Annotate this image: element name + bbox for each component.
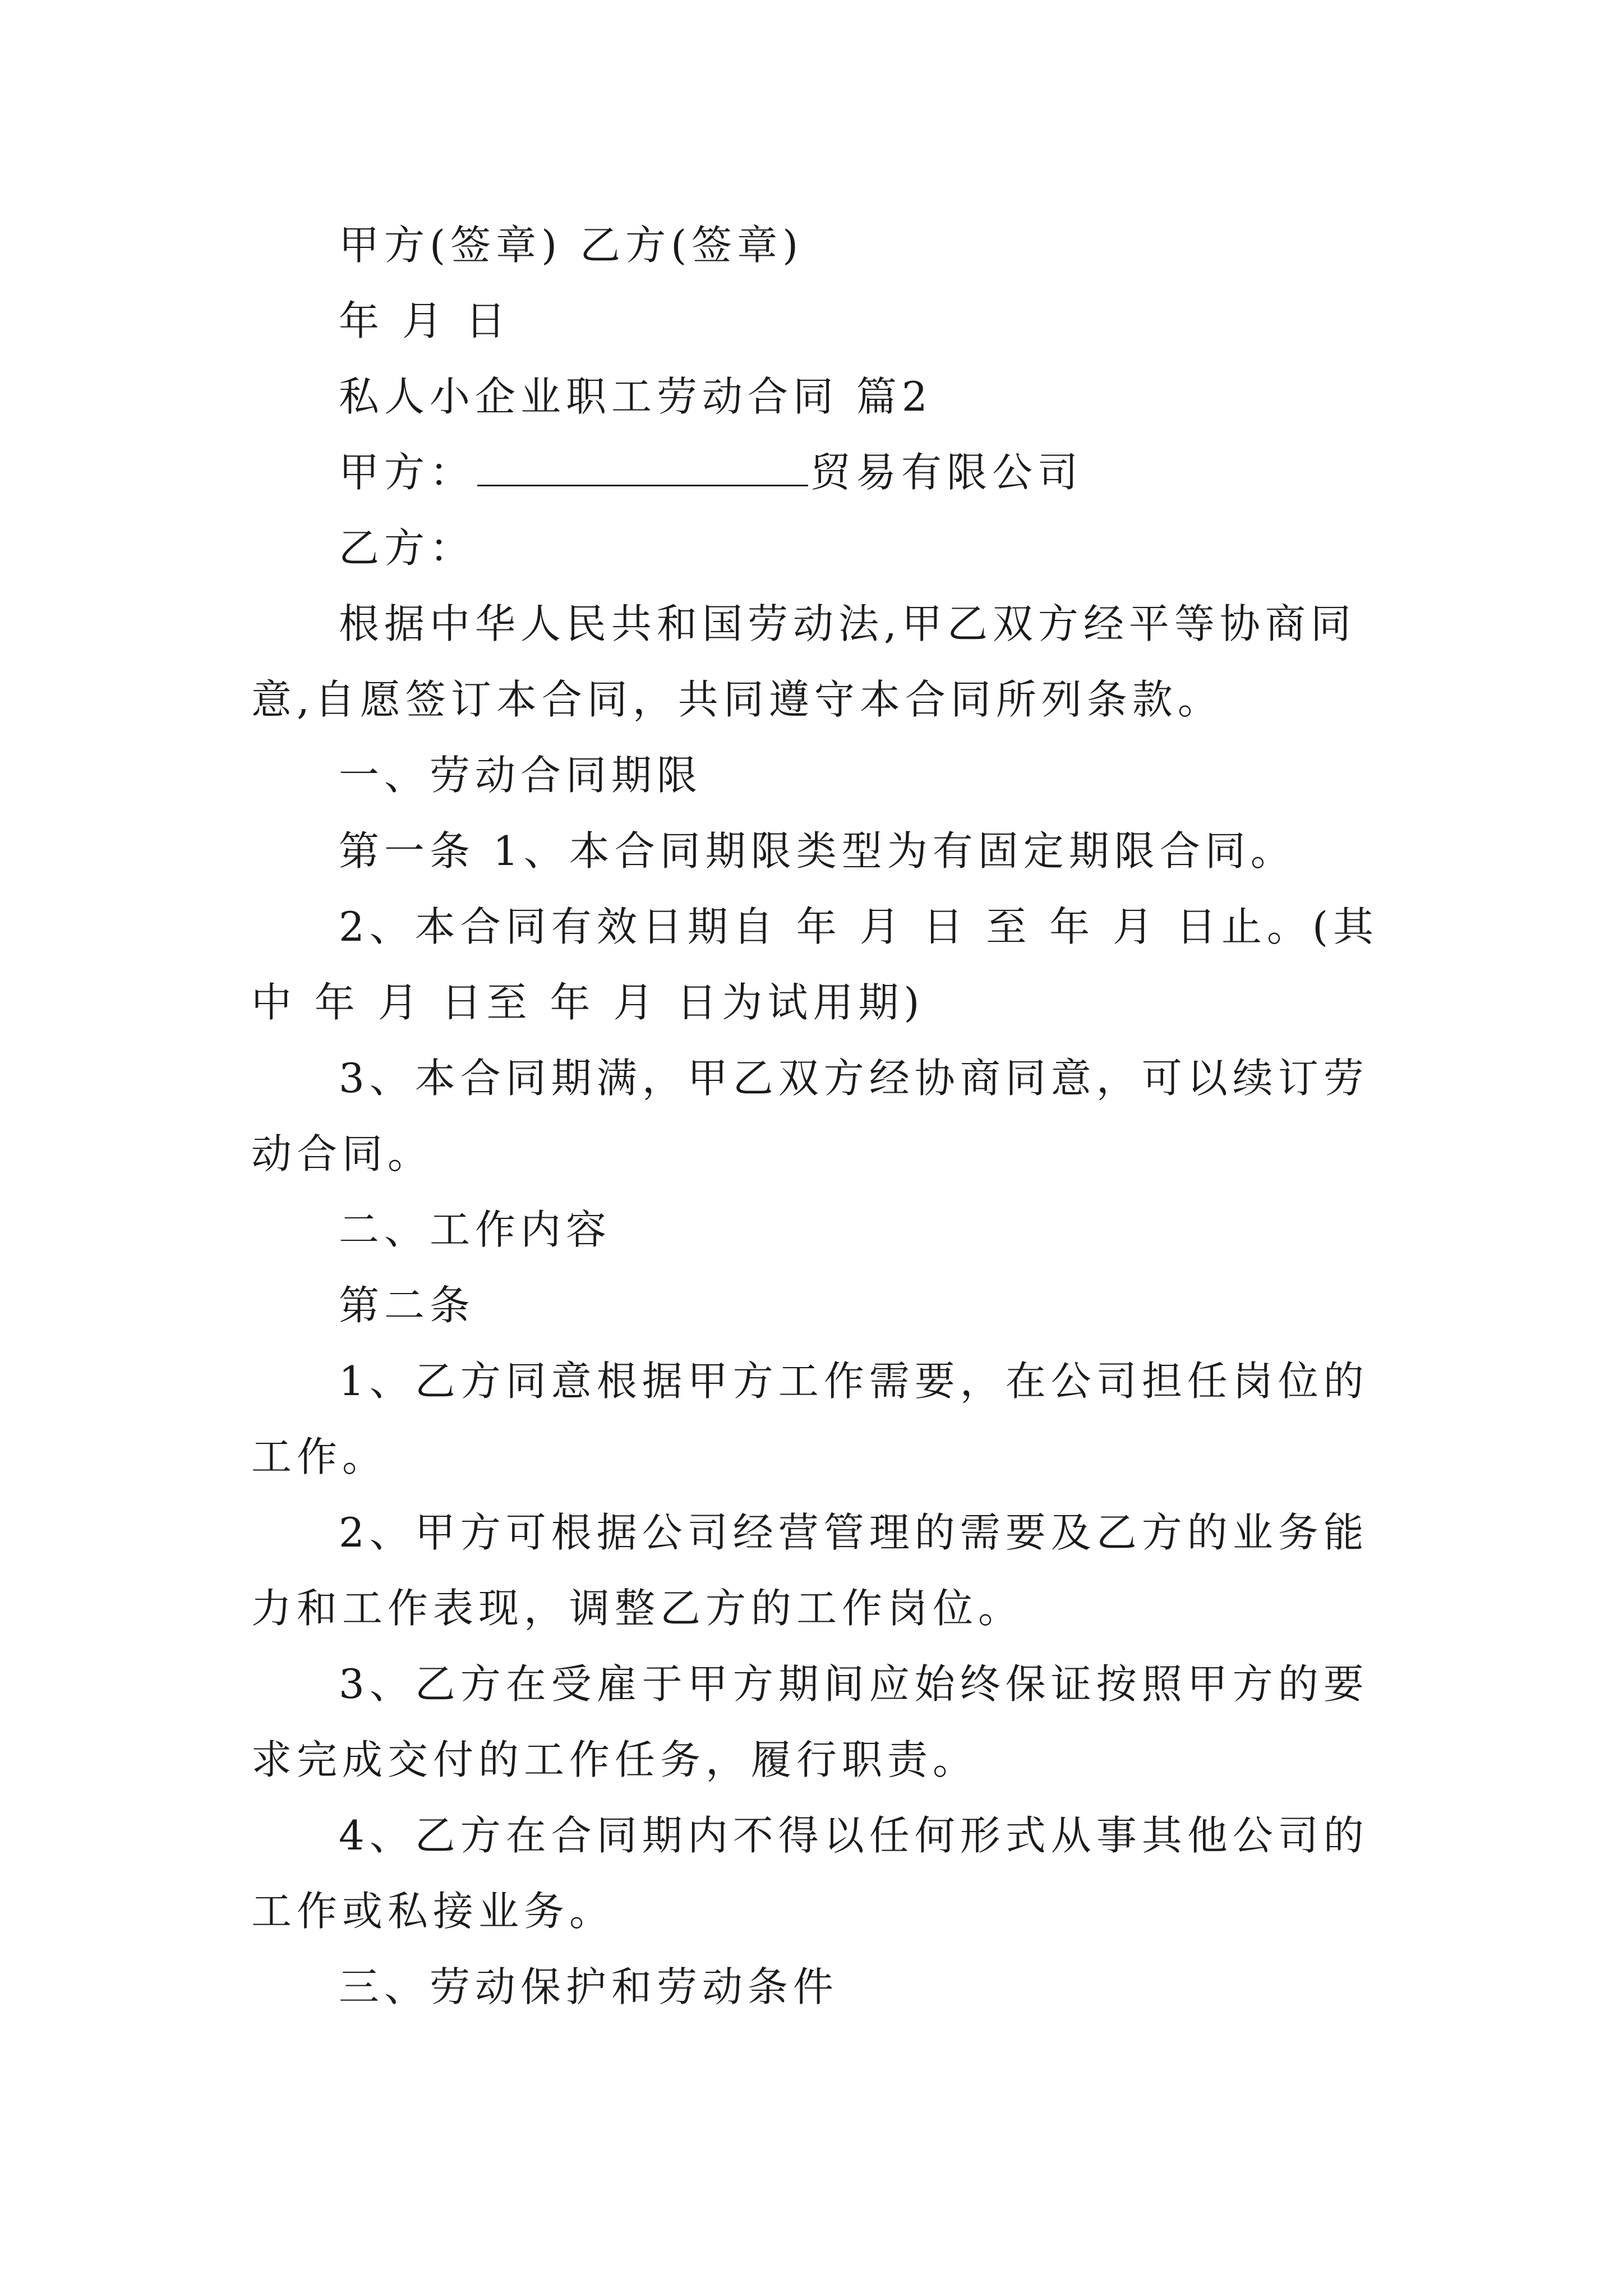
article-1-item-3: 3、本合同期满，甲乙双方经协商同意，可以续订劳动合同。 [251,1055,1369,1177]
article-2-item-2: 2、甲方可根据公司经营管理的需要及乙方的业务能力和工作表现，调整乙方的工作岗位。 [251,1509,1369,1632]
party-b-line: 乙方： [339,524,476,572]
party-a-company-suffix: 贸易有限公司 [810,449,1083,496]
preamble-paragraph: 根据中华人民共和国劳动法,甲乙双方经平等协商同意,自愿签订本合同，共同遵守本合同所列条款。 [251,600,1356,723]
party-a-label: 甲方： [339,449,476,496]
company-name-blank [477,480,808,486]
chapter-3-title: 三、劳动保护和劳动条件 [339,1963,839,2010]
chapter-2-title: 二、工作内容 [339,1206,612,1253]
section-title: 私人小企业职工劳动合同 篇2 [339,373,933,420]
article-2-item-1: 1、乙方同意根据甲方工作需要，在公司担任岗位的工作。 [251,1358,1369,1480]
date-line: 年 月 日 [339,297,511,344]
article-2-item-4: 4、乙方在合同期内不得以任何形式从事其他公司的工作或私接业务。 [251,1812,1369,1935]
party-a-line [251,435,1384,510]
document-body [251,208,1384,2025]
article-1-item-1: 第一条 1、本合同期限类型为有固定期限合同。 [339,827,1296,875]
article-2-title: 第二条 [339,1282,476,1329]
article-1-item-2: 2、本合同有效日期自 年 月 日 至 年 月 日止。(其中 年 月 日至 年 月 日为试用期) [251,903,1379,1026]
signature-line: 甲方(签章) 乙方(签章) [339,222,804,269]
article-2-item-3: 3、乙方在受雇于甲方期间应始终保证按照甲方的要求完成交付的工作任务，履行职责。 [251,1660,1369,1783]
chapter-1-title: 一、劳动合同期限 [339,752,703,799]
